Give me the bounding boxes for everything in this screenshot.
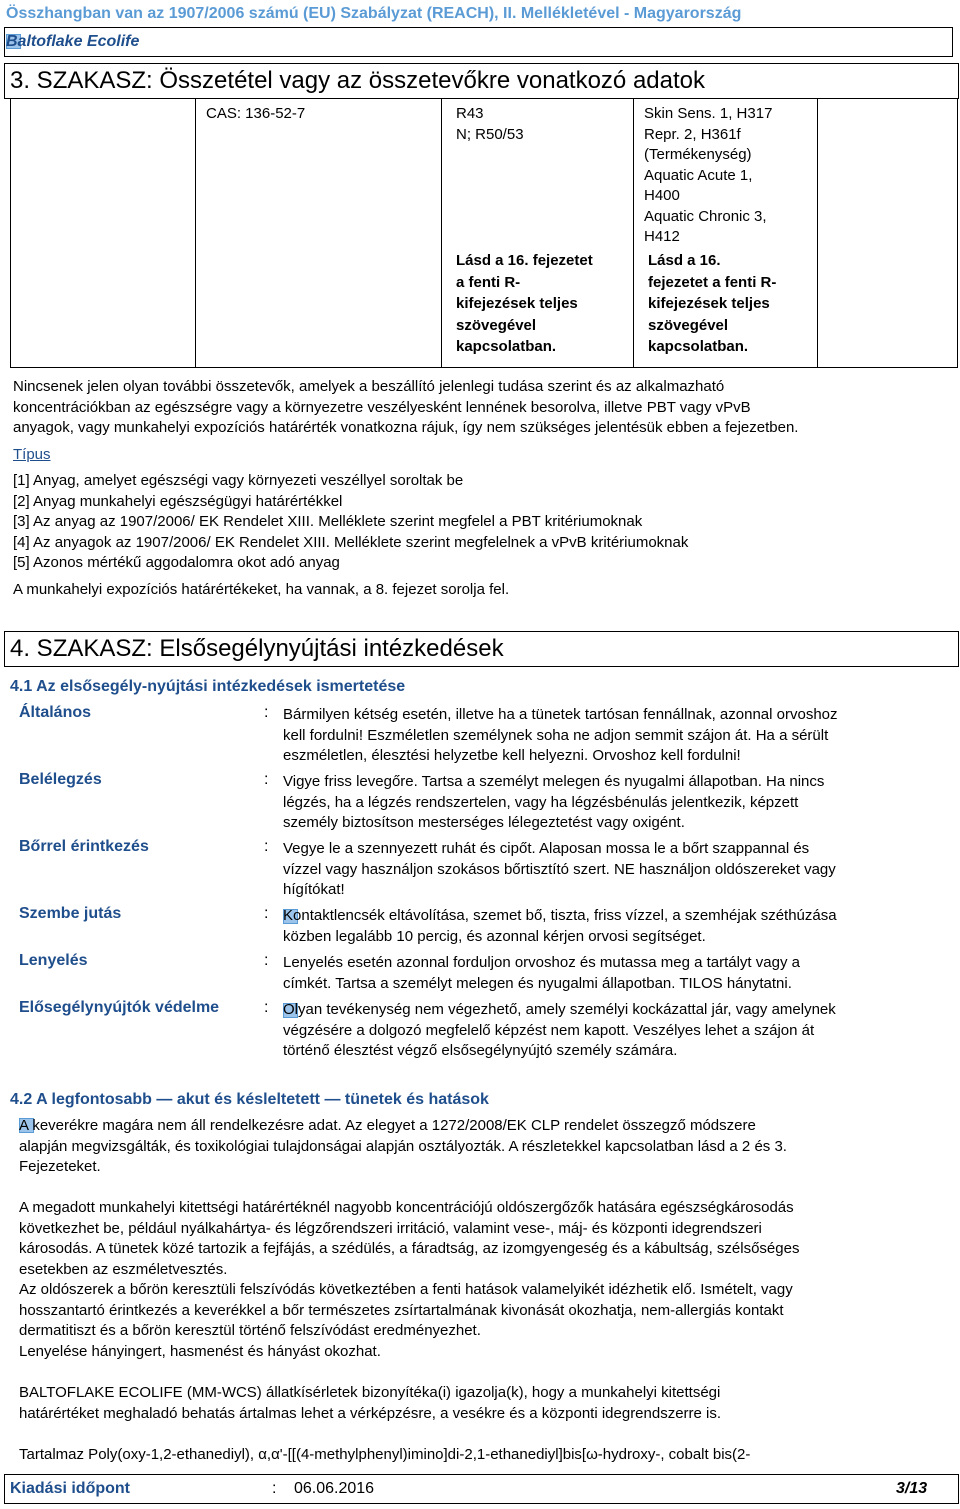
block-line: esetekben az eszméletvesztés. — [19, 1260, 228, 1278]
desc-line: Lenyelés esetén azonnal forduljon orvoshoz és mutassa meg a tartályt vagy a — [283, 954, 800, 971]
desc-line: Kontaktlencsék eltávolítása, szemet bő, tiszta, friss vízzel, a szemhéjak széthúzása — [283, 907, 837, 924]
type-item: [5] Azonos mértékű aggodalomra okot adó anyag — [13, 554, 340, 571]
label-lenyeles: Lenyelés — [19, 952, 88, 969]
paragraph-line: anyagok, vagy munkahelyi expozíciós határérték vonatkozna rájuk, így nem szükséges jelentésük ebben a fejezetben. — [13, 419, 799, 436]
h-phrase: (Termékenység) — [644, 146, 752, 163]
colon: : — [272, 1480, 277, 1497]
table-divider — [441, 99, 442, 368]
colon: : — [264, 838, 269, 855]
type-item: [2] Anyag munkahelyi egészségügyi határértékkel — [13, 492, 343, 510]
desc-line: Vigye friss levegőre. Tartsa a személyt melegen és nyugalmi állapotban. Ha nincs — [283, 773, 825, 790]
colon: : — [264, 771, 269, 788]
label-szembe-jutas: Szembe jutás — [19, 905, 122, 922]
colon: : — [264, 999, 269, 1016]
label-belelegzes: Belélegzés — [19, 771, 102, 788]
h-note-line: fejezetet a fenti R- — [648, 273, 777, 291]
r-note-line: Lásd a 16. fejezetet — [456, 252, 593, 269]
block-4: Tartalmaz Poly(oxy-1,2-ethanediyl), α,α'-[[(4-methylphenyl)imino]di-2,1-ethanediyl]bis[ω-hydroxy-, cobalt bis(2- — [19, 1446, 751, 1463]
label-altalanos: Általános — [19, 704, 92, 721]
colon: : — [264, 704, 269, 721]
h-note-line: kifejezések teljes — [648, 295, 770, 312]
block-line: határértéket meghaladó behatás ártalmas lehet a vérképzésre, a vesékre és a központi idegrendszerre is. — [19, 1404, 722, 1422]
h-phrase: Repr. 2, H361f — [644, 125, 741, 143]
h-phrases — [644, 104, 772, 248]
desc-belelegzes — [283, 772, 824, 834]
table-border-bottom — [10, 367, 958, 368]
type-item: [1] Anyag, amelyet egészségi vagy környezeti veszéllyel soroltak be — [13, 472, 464, 489]
h-phrase: Aquatic Acute 1, — [644, 166, 753, 184]
regulation-header: Összhangban van az 1907/2006 számú (EU) Szabályzat (REACH), II. Mellékletével - Magyarország — [6, 5, 742, 22]
desc-line: Bármilyen kétség esetén, illetve ha a tünetek tartósan fennállnak, azonnal orvoshoz — [283, 706, 838, 723]
h-note-line: Lásd a 16. — [648, 252, 721, 269]
h-phrase: H412 — [644, 228, 680, 245]
desc-line: légzés, ha a légzés rendszertelen, vagy ha légzésbénulás jelentkezik, képzett — [283, 793, 799, 811]
label-borrel-erintkezes: Bőrrel érintkezés — [19, 838, 149, 855]
block-line: hosszantartó érintkezés a keverékkel a bőr természetes zsírtartalmának kivonását okozhatja, nem-allergiás kontakt — [19, 1301, 784, 1319]
footer-box — [4, 1474, 959, 1504]
block-line: Fejezeteket. — [19, 1158, 101, 1175]
type-list — [13, 471, 688, 574]
type-item: [4] Az anyagok az 1907/2006/ EK Rendelet XIII. Melléklete szerint megfelelnek a vPvB kritériumoknak — [13, 533, 689, 551]
desc-borrel-erintkezes — [283, 839, 836, 901]
section3-title: 3. SZAKASZ: Összetétel vagy az összetevőkre vonatkozó adatok — [10, 67, 706, 94]
table-divider — [195, 99, 196, 368]
desc-line: személy biztosítson mesterséges lélegeztetést vagy oxigént. — [283, 814, 685, 831]
h-note-line: szövegével — [648, 316, 729, 334]
section3-paragraph — [13, 377, 798, 439]
block-3 — [19, 1383, 721, 1424]
issue-date: 06.06.2016 — [294, 1480, 375, 1497]
label-elosegelynyujtok-vedelme: Elősegélynyújtók védelme — [19, 999, 220, 1016]
block-1 — [19, 1116, 787, 1178]
product-name: Baltoflake Ecolife — [6, 33, 140, 50]
table-border-left — [10, 99, 11, 368]
block-line: Lenyelése hányingert, hasmenést és hányást okozhat. — [19, 1342, 381, 1360]
r-note-line: szövegével — [456, 316, 537, 334]
r-phrase: N; R50/53 — [456, 125, 524, 143]
desc-line: Olyan tevékenység nem végezhető, amely személyi kockázattal jár, vagy amelynek — [283, 1001, 836, 1018]
table-divider — [633, 99, 634, 368]
block-line: BALTOFLAKE ECOLIFE (MM-WCS) állatkísérletek bizonyítéka(i) igazolja(k), hogy a munkahelyi kitettségi — [19, 1384, 721, 1401]
h-phrase: Aquatic Chronic 3, — [644, 207, 767, 225]
block-line: alapján megvizsgálták, és toxikológiai tulajdonságai alapján osztályozták. A részletekkel kapcsolatban lásd a 2 és 3. — [19, 1137, 787, 1155]
desc-line: Vegye le a szennyezett ruhát és cipőt. Alaposan mossa le a bőrt szappannal és — [283, 840, 810, 857]
block-line: károsodás. A tünetek közé tartozik a fejfájás, a szédülés, a fáradtság, az izomgyengeség és a kábultság, szélsőséges — [19, 1240, 800, 1257]
block-line: dermatitiszt és a bőrön keresztül történő felszívódást eredményezhet. — [19, 1322, 481, 1339]
desc-line: kell fordulni! Eszméletlen személynek soha ne adjon semmit szájon át. Ha a sérült — [283, 726, 829, 744]
subsection-4-2-title: 4.2 A legfontosabb — akut és késleltetett — tünetek és hatások — [10, 1091, 489, 1108]
desc-line: végzésére a dolgozó megfelelő képzést nem kapott. Veszélyes lehet a szájon át — [283, 1021, 815, 1039]
desc-elosegelynyujtok-vedelme — [283, 1000, 836, 1062]
r-note-line: kifejezések teljes — [456, 295, 578, 312]
table-divider — [817, 99, 818, 368]
subsection-4-1-title: 4.1 Az elsősegély-nyújtási intézkedések ismertetése — [10, 678, 406, 695]
r-note-line: a fenti R- — [456, 273, 521, 291]
section4-title: 4. SZAKASZ: Elsősegélynyújtási intézkedések — [10, 635, 504, 662]
desc-lenyeles — [283, 953, 800, 994]
issue-date-label: Kiadási időpont — [10, 1480, 130, 1497]
desc-line: hígítókat! — [283, 881, 345, 898]
colon: : — [264, 952, 269, 969]
h-note — [648, 250, 776, 358]
block-line: Az oldószerek a bőrön keresztüli felszívódás következtében a fenti hatások valamelyikét idézhetik elő. Ismételt, vagy — [19, 1281, 793, 1298]
h-phrase: H400 — [644, 187, 680, 204]
r-phrase: R43 — [456, 105, 484, 122]
h-note-line: kapcsolatban. — [648, 338, 749, 355]
block-line: A megadott munkahelyi kitettségi határértéknél nagyobb koncentrációjú oldószergőzők hatására egészségkárosodás — [19, 1199, 794, 1216]
r-note — [456, 250, 593, 358]
exposure-note: A munkahelyi expozíciós határértékeket, ha vannak, a 8. fejezet sorolja fel. — [13, 581, 510, 598]
desc-line: eszméletlen, élesztési helyzetbe kell helyezni. Orvoshoz kell fordulni! — [283, 747, 741, 764]
desc-line: közben legalább 10 percig, és azonnal kérjen orvosi segítséget. — [283, 927, 706, 945]
table-border-right — [957, 99, 958, 368]
product-box — [4, 27, 953, 57]
desc-line: történő élesztést végző elsősegélynyújtó személy számára. — [283, 1042, 678, 1059]
desc-altalanos — [283, 705, 838, 767]
h-phrase: Skin Sens. 1, H317 — [644, 105, 773, 122]
colon: : — [264, 905, 269, 922]
type-item: [3] Az anyag az 1907/2006/ EK Rendelet XIII. Melléklete szerint megfelel a PBT kritériumoknak — [13, 513, 643, 530]
tipus-label: Típus — [13, 446, 51, 463]
desc-szembe-jutas — [283, 906, 837, 947]
desc-line: címkét. Tartsa a személyt melegen és nyugalmi állapotban. TILOS hánytatni. — [283, 974, 792, 992]
paragraph-line: koncentrációkban az egészségre vagy a környezetre veszélyesként lennének besorolva, illetve PBT vagy vPvB — [13, 398, 751, 416]
block-line: A keverékre magára nem áll rendelkezésre adat. Az elegyet a 1272/2008/EK CLP rendelet összegző módszere — [19, 1117, 756, 1134]
cas-number: CAS: 136-52-7 — [206, 105, 306, 122]
r-phrases — [456, 104, 524, 145]
page-number: 3/13 — [896, 1480, 928, 1497]
paragraph-line: Nincsenek jelen olyan további összetevők, amelyek a beszállító jelenlegi tudása szerint és az alkalmazható — [13, 378, 725, 395]
desc-line: vízzel vagy használjon szokásos bőrtisztító szert. NE használjon oldószereket vagy — [283, 860, 836, 878]
block-2 — [19, 1198, 799, 1362]
block-line: következhet be, például nyálkahártya- és légzőrendszeri irritáció, valamint vese-, máj- és központi idegrendszeri — [19, 1219, 762, 1237]
r-note-line: kapcsolatban. — [456, 338, 557, 355]
